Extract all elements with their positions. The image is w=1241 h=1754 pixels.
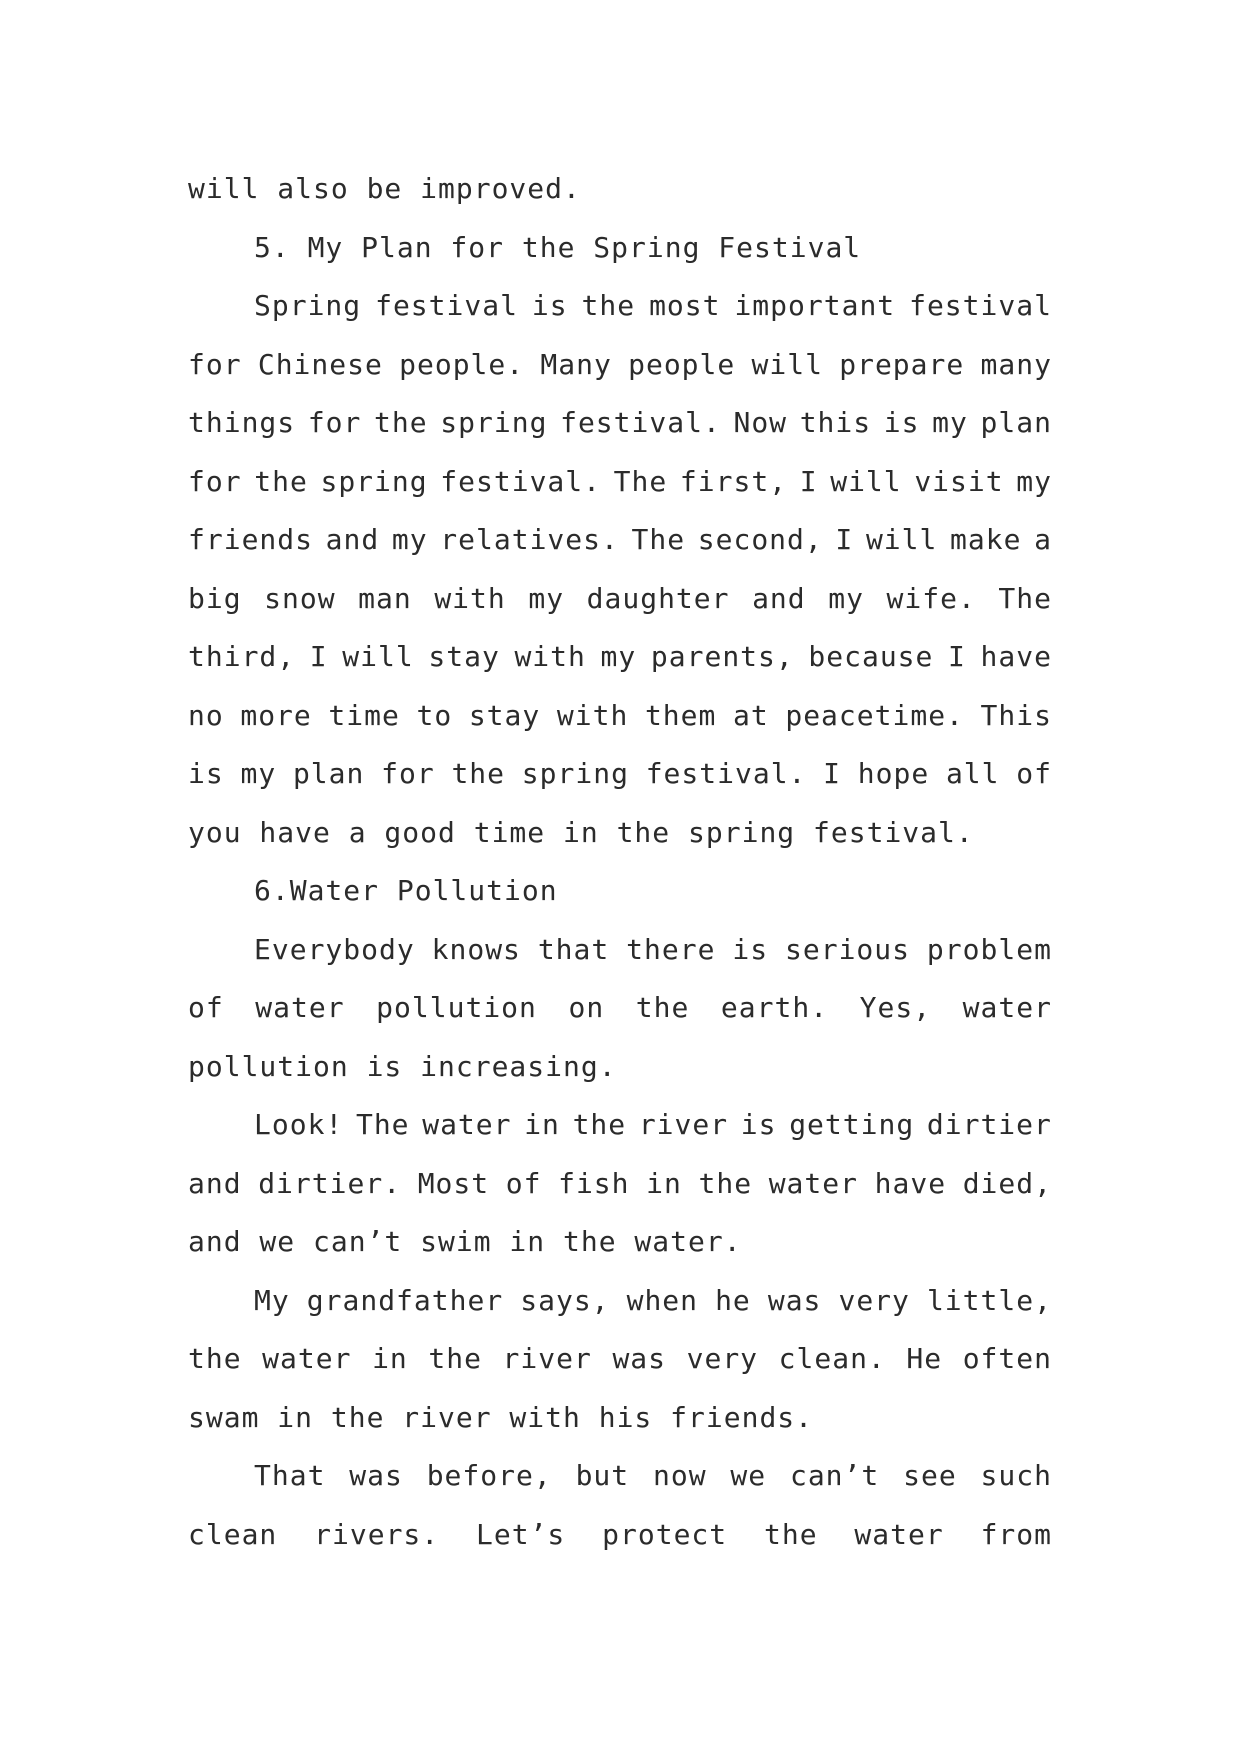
word: Now <box>733 406 788 439</box>
word: for <box>381 757 435 790</box>
word: I <box>823 757 842 790</box>
word: time <box>328 698 400 732</box>
word: will <box>830 464 902 498</box>
word: water <box>422 1108 512 1141</box>
word: was <box>767 1283 822 1317</box>
word: the <box>581 289 636 322</box>
word: died, <box>962 1166 1052 1200</box>
word: Spring <box>254 289 362 322</box>
section-heading: 6.Water Pollution <box>254 874 558 907</box>
word: the <box>698 1166 753 1200</box>
justified-words <box>254 1272 1052 1331</box>
word: The <box>355 1108 410 1141</box>
word: for <box>188 464 242 498</box>
word: many <box>980 347 1052 381</box>
word: I <box>948 640 966 673</box>
word: and <box>188 1166 242 1200</box>
word: river <box>502 1342 592 1375</box>
word: little, <box>926 1283 1052 1317</box>
text-line <box>188 1155 1052 1214</box>
word: spring <box>320 464 428 498</box>
word: problem <box>926 932 1052 966</box>
word: my <box>391 523 428 556</box>
word: spring <box>440 406 548 439</box>
word: I <box>309 640 328 673</box>
text-line <box>188 745 1052 804</box>
word: festival. <box>645 757 807 790</box>
word: serious <box>785 932 911 966</box>
word: make <box>950 523 1022 556</box>
word: the <box>374 406 428 439</box>
word: clean <box>188 1517 278 1551</box>
word: my <box>1016 464 1052 498</box>
word: The <box>998 581 1052 615</box>
word: daughter <box>586 581 730 615</box>
word: protect <box>602 1517 728 1551</box>
word: very <box>686 1342 759 1375</box>
word: plan <box>980 406 1052 439</box>
word: often <box>962 1342 1052 1375</box>
word: and <box>752 581 806 615</box>
justified-words <box>188 628 1052 687</box>
word: man <box>358 581 412 615</box>
justified-words <box>188 453 1052 512</box>
word: for <box>188 347 242 381</box>
word: Look! <box>254 1108 344 1141</box>
word: The <box>631 523 686 556</box>
word: says, <box>520 1283 610 1317</box>
word: plan <box>292 757 365 790</box>
word: peacetime. <box>785 698 964 732</box>
justified-words <box>188 511 1052 570</box>
word: this <box>799 406 872 439</box>
justified-words <box>188 336 1052 395</box>
word: festival <box>909 289 1052 322</box>
word: very <box>838 1283 910 1317</box>
text-line <box>188 979 1052 1038</box>
word: second, <box>697 523 823 556</box>
word: with <box>434 581 506 615</box>
word: have <box>980 640 1052 673</box>
justified-words <box>188 570 1052 629</box>
word: was <box>349 1459 403 1492</box>
word: He <box>906 1342 943 1375</box>
word: the <box>451 757 506 790</box>
section-heading: 5. My Plan for the Spring Festival <box>254 230 862 264</box>
word: have <box>874 1166 947 1200</box>
word: my <box>240 757 277 790</box>
word: of <box>188 991 224 1024</box>
text-line: you have a good time in the spring festival. <box>188 815 974 849</box>
text-line <box>188 336 1052 395</box>
word: will <box>751 347 823 381</box>
word: he <box>715 1283 751 1317</box>
justified-words <box>254 1447 1052 1506</box>
word: Many <box>540 347 612 381</box>
word: them <box>644 698 717 732</box>
text-line <box>188 453 1052 512</box>
word: we <box>730 1459 767 1492</box>
word: grandfather <box>306 1283 504 1317</box>
word: such <box>980 1459 1052 1492</box>
word: now <box>652 1459 707 1492</box>
word: spring <box>521 757 629 790</box>
word: Let’s <box>476 1517 566 1551</box>
justified-words <box>188 1506 1052 1565</box>
word: in <box>646 1166 682 1200</box>
word: rivers. <box>314 1517 440 1551</box>
word: most <box>649 289 721 322</box>
text-line: swam in the river with his friends. <box>188 1400 814 1434</box>
word: prepare <box>839 347 965 381</box>
word: the <box>254 464 308 498</box>
word: can’t <box>789 1459 880 1492</box>
word: a <box>1034 523 1052 556</box>
word: friends <box>188 523 314 556</box>
word: and <box>325 523 380 556</box>
word: at <box>733 698 769 732</box>
word: to <box>416 698 453 732</box>
word: the <box>764 1517 818 1551</box>
word: that <box>537 932 610 966</box>
text-line <box>188 1506 1052 1565</box>
word: festival <box>375 289 518 322</box>
word: pollution <box>376 991 537 1024</box>
word: festival. <box>560 406 721 439</box>
text-line <box>188 1330 1052 1389</box>
text-line <box>188 277 1052 336</box>
word: stay <box>428 640 500 673</box>
word: water <box>962 991 1052 1024</box>
justified-words <box>254 921 1052 980</box>
word: my <box>932 406 968 439</box>
word: hope <box>857 757 930 790</box>
text-line: and we can’t swim in the water. <box>188 1225 742 1258</box>
word: third, <box>188 640 296 673</box>
word: is <box>883 406 920 439</box>
word: with <box>514 640 586 673</box>
word: important <box>734 289 896 322</box>
text-line: pollution is increasing. <box>188 1049 617 1083</box>
word: my <box>600 640 637 673</box>
word: in <box>372 1342 408 1375</box>
word: from <box>980 1517 1052 1551</box>
word: That <box>254 1459 326 1492</box>
word: for <box>307 406 362 439</box>
word: water <box>262 1342 352 1375</box>
justified-words <box>188 745 1052 804</box>
word: is <box>188 757 224 790</box>
word: my <box>828 581 864 615</box>
text-line <box>188 1096 1052 1155</box>
word: see <box>903 1459 957 1492</box>
text-line <box>188 511 1052 570</box>
word: there <box>626 932 716 966</box>
word: no <box>188 698 224 732</box>
word: but <box>575 1459 630 1492</box>
text-line <box>188 1272 1052 1331</box>
justified-words <box>254 1096 1052 1155</box>
word: my <box>528 581 565 615</box>
word: Yes, <box>859 991 932 1024</box>
word: My <box>254 1283 290 1317</box>
word: snow <box>264 581 336 615</box>
word: people. <box>399 347 525 381</box>
word: Everybody <box>254 932 415 966</box>
word: knows <box>431 932 521 966</box>
word: the <box>428 1342 482 1375</box>
word: was <box>612 1342 667 1375</box>
word: when <box>626 1283 699 1317</box>
word: more <box>240 698 312 732</box>
word: in <box>524 1108 560 1141</box>
justified-words <box>188 394 1052 453</box>
word: I <box>835 523 854 556</box>
justified-words <box>188 1155 1052 1214</box>
word: on <box>568 991 605 1024</box>
word: of <box>505 1166 542 1200</box>
word: parents, <box>650 640 794 673</box>
word: water <box>854 1517 944 1551</box>
word: Chinese <box>257 347 383 381</box>
justified-words <box>254 277 1052 336</box>
word: of <box>1016 757 1052 790</box>
word: dirtier. <box>258 1166 402 1200</box>
word: will <box>342 640 414 673</box>
text-line <box>188 570 1052 629</box>
text-line <box>188 921 1052 980</box>
text-line <box>188 687 1052 746</box>
word: first, <box>679 464 788 498</box>
word: is <box>740 1108 777 1141</box>
word: the <box>635 991 690 1024</box>
word: The <box>613 464 668 498</box>
text-line <box>188 394 1052 453</box>
word: Most <box>417 1166 490 1200</box>
justified-words <box>188 979 1052 1038</box>
word: all <box>945 757 1000 790</box>
word: the <box>188 1342 242 1375</box>
word: relatives. <box>440 523 619 556</box>
word: stay <box>468 698 541 732</box>
word: things <box>188 406 296 439</box>
text-line <box>188 628 1052 687</box>
word: getting <box>789 1108 915 1141</box>
word: earth. <box>720 991 829 1024</box>
justified-words <box>188 687 1052 746</box>
word: clean. <box>778 1342 886 1375</box>
word: festival. <box>440 464 601 498</box>
word: with <box>556 698 629 732</box>
word: visit <box>914 464 1004 498</box>
word: I <box>799 464 818 498</box>
word: big <box>188 581 242 615</box>
word: river <box>638 1108 729 1141</box>
document-body <box>188 160 1052 1564</box>
word: before, <box>426 1459 552 1492</box>
word: people <box>628 347 736 381</box>
word: is <box>732 932 769 966</box>
word: dirtier <box>926 1108 1052 1141</box>
text-line <box>188 1447 1052 1506</box>
word: wife. <box>886 581 976 615</box>
word: is <box>531 289 568 322</box>
word: fish <box>558 1166 630 1200</box>
word: because <box>808 640 934 673</box>
word: will <box>865 523 938 556</box>
word: the <box>572 1108 627 1141</box>
word: water <box>768 1166 858 1200</box>
text-line: will also be improved. <box>188 172 581 205</box>
word: water <box>255 991 345 1024</box>
word: This <box>980 698 1052 732</box>
justified-words <box>188 1330 1052 1389</box>
